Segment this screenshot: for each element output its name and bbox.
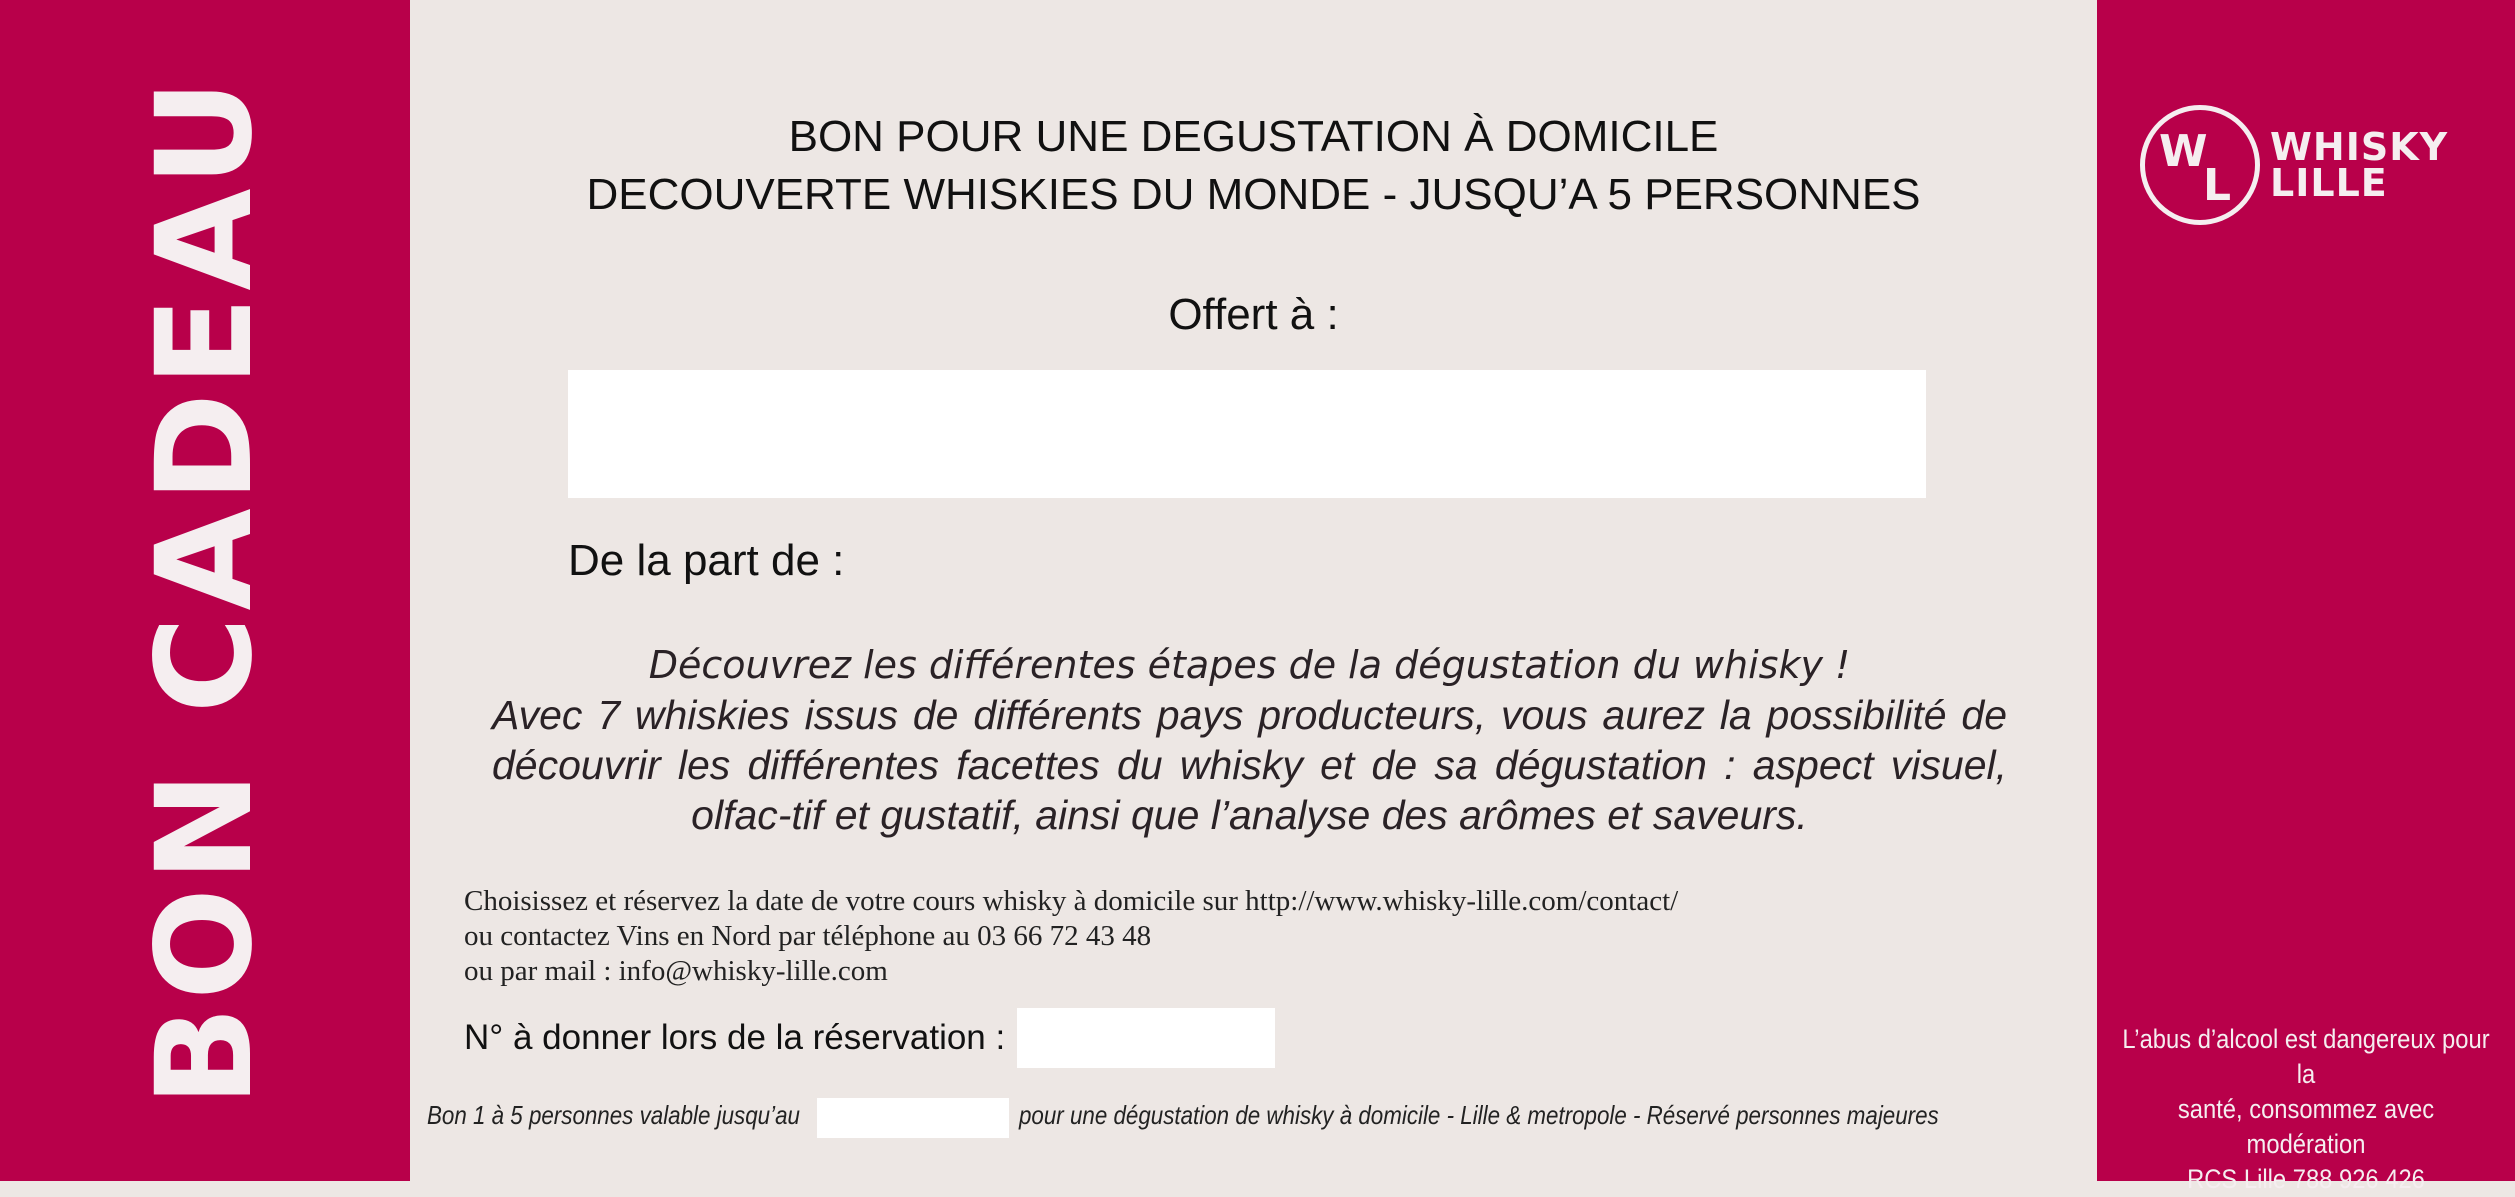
- contact-line-email: ou par mail : info@whisky-lille.com: [464, 955, 888, 987]
- registration-number: RCS Lille 788 926 426: [2187, 1164, 2425, 1194]
- logo-monogram-w: W: [2159, 126, 2208, 177]
- contact-line-website: Choisissez et réservez la date de votre cours whisky à domicile sur http://www.whisky-lille.com/contact/: [464, 885, 1679, 917]
- headline-line-1: BON POUR UNE DEGUSTATION À DOMICILE: [788, 112, 1719, 161]
- recipient-field[interactable]: [568, 370, 1926, 498]
- description-headline: Découvrez les différentes étapes de la dégustation du whisky !: [648, 643, 1851, 687]
- offered-to-label: Offert à :: [1168, 290, 1339, 339]
- logo-monogram-circle: [2140, 105, 2260, 225]
- reservation-number-label: N° à donner lors de la réservation :: [464, 1018, 1006, 1057]
- warning-line-1: L’abus d’alcool est dangereux pour la: [2122, 1024, 2490, 1089]
- description-body: Avec 7 whiskies issus de différents pays producteurs, vous aurez la possibilité de découvrir les différentes facettes du whisky et de sa dégustation : aspect visuel, olfac-tif et gustatif, ainsi que l’analyse des arômes et saveurs.: [492, 692, 2007, 838]
- legal-warning: [2122, 1022, 2490, 1197]
- voucher-headline: [410, 108, 2097, 224]
- gift-voucher-title: BON CADEAU: [128, 73, 282, 1107]
- contact-info: [464, 884, 1678, 989]
- validity-prefix: Bon 1 à 5 personnes valable jusqu’au: [427, 1100, 800, 1130]
- logo-wordmark: [2270, 125, 2449, 205]
- reservation-number-field[interactable]: [1017, 1008, 1275, 1068]
- warning-line-2: santé, consommez avec modération: [2177, 1094, 2435, 1159]
- validity-suffix: pour une dégustation de whisky à domicile - Lille & metropole - Réservé personnes majeures: [1019, 1100, 1939, 1130]
- contact-line-phone: ou contactez Vins en Nord par téléphone au 03 66 72 43 48: [464, 920, 1152, 952]
- logo-word-whisky: WHISKY: [2270, 125, 2449, 169]
- whisky-lille-logo: [2140, 100, 2449, 230]
- logo-word-lille: LILLE: [2270, 161, 2388, 205]
- tasting-description: [492, 640, 2007, 840]
- from-label: De la part de :: [568, 536, 845, 585]
- validity-date-field[interactable]: [817, 1098, 1009, 1138]
- left-brand-band: [0, 0, 410, 1181]
- headline-line-2: DECOUVERTE WHISKIES DU MONDE - JUSQU’A 5 PERSONNES: [586, 170, 1921, 219]
- logo-monogram-l: L: [2203, 160, 2232, 211]
